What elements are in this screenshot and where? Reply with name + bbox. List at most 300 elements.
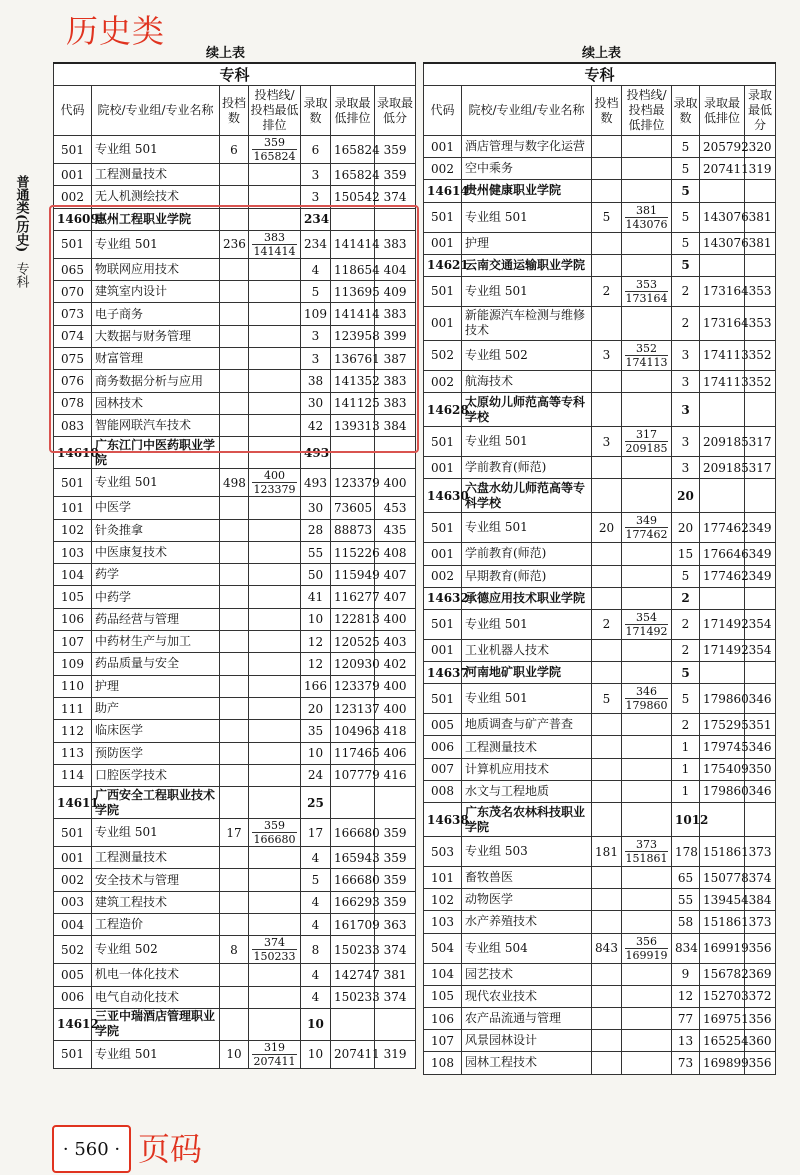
line-rank-pair bbox=[252, 936, 297, 963]
cell-admit: 10 bbox=[301, 1040, 331, 1068]
cell-name: 专业组 501 bbox=[92, 819, 220, 847]
cell-admit: 5 bbox=[672, 662, 700, 684]
cell-code: 007 bbox=[424, 758, 462, 780]
cell-code: 14614 bbox=[424, 180, 462, 202]
cell-plan bbox=[220, 742, 249, 764]
cell-code: 004 bbox=[54, 914, 92, 936]
cell-line bbox=[622, 1030, 672, 1052]
side-label bbox=[10, 175, 32, 288]
cell-name: 安全技术与管理 bbox=[92, 869, 220, 891]
cell-line bbox=[622, 479, 672, 513]
line-score: 381 bbox=[625, 204, 668, 218]
cell-plan bbox=[592, 479, 622, 513]
header-name: 院校/专业组/专业名称 bbox=[462, 86, 592, 136]
table-row bbox=[424, 457, 776, 479]
line-rank-pair bbox=[625, 935, 668, 962]
cell-score: 356 bbox=[745, 1007, 776, 1029]
cell-line bbox=[622, 758, 672, 780]
cell-plan bbox=[220, 1008, 249, 1040]
cell-plan: 3 bbox=[592, 427, 622, 457]
cell-rank: 179860 bbox=[700, 780, 745, 802]
cell-name: 专业组 501 bbox=[92, 1040, 220, 1068]
cell-admit: 20 bbox=[301, 697, 331, 719]
cell-code: 001 bbox=[424, 136, 462, 158]
cell-score: 409 bbox=[375, 281, 416, 303]
cell-plan bbox=[220, 986, 249, 1008]
cell-score: 350 bbox=[745, 758, 776, 780]
cell-line bbox=[622, 158, 672, 180]
cell-admit: 30 bbox=[301, 392, 331, 414]
cell-line bbox=[622, 393, 672, 427]
cell-name: 专业组 501 bbox=[462, 513, 592, 543]
table-row bbox=[424, 158, 776, 180]
line-score: 356 bbox=[625, 935, 668, 949]
table-row bbox=[424, 639, 776, 661]
header-name: 院校/专业组/专业名称 bbox=[92, 86, 220, 136]
cell-line bbox=[249, 519, 301, 541]
cell-score: 359 bbox=[375, 869, 416, 891]
cell-admit: 4 bbox=[301, 847, 331, 869]
cell-rank: 176646 bbox=[700, 543, 745, 565]
cell-score bbox=[745, 393, 776, 427]
table-row bbox=[424, 609, 776, 639]
line-rank-pair bbox=[252, 819, 297, 846]
cell-name: 中药学 bbox=[92, 586, 220, 608]
cell-score: 346 bbox=[745, 780, 776, 802]
cell-plan bbox=[220, 541, 249, 563]
cell-code: 106 bbox=[54, 608, 92, 630]
line-score: 319 bbox=[252, 1041, 297, 1055]
table-row bbox=[424, 565, 776, 587]
table-row bbox=[424, 684, 776, 714]
cell-code: 078 bbox=[54, 392, 92, 414]
cell-code: 110 bbox=[54, 675, 92, 697]
table-row bbox=[424, 1030, 776, 1052]
institution-row bbox=[424, 180, 776, 202]
cell-name: 农产品流通与管理 bbox=[462, 1007, 592, 1029]
cell-name: 护理 bbox=[462, 232, 592, 254]
cell-code: 083 bbox=[54, 414, 92, 436]
cell-plan bbox=[220, 586, 249, 608]
cell-code: 501 bbox=[54, 819, 92, 847]
cell-rank: 173164 bbox=[700, 306, 745, 340]
cell-plan bbox=[592, 714, 622, 736]
institution-row bbox=[424, 662, 776, 684]
cell-rank bbox=[331, 787, 375, 819]
cell-rank: 207411 bbox=[700, 158, 745, 180]
line-rank: 207411 bbox=[253, 1054, 296, 1068]
cell-score: 381 bbox=[375, 964, 416, 986]
cell-line bbox=[622, 609, 672, 639]
page-number: · 560 · bbox=[52, 1125, 131, 1173]
cell-score: 349 bbox=[745, 565, 776, 587]
cell-code: 001 bbox=[424, 457, 462, 479]
cell-score: 359 bbox=[375, 819, 416, 847]
cell-name: 六盘水幼儿师范高等专科学校 bbox=[462, 479, 592, 513]
cell-name: 智能网联汽车技术 bbox=[92, 414, 220, 436]
side-sub: 专科 bbox=[13, 262, 29, 289]
table-row bbox=[424, 837, 776, 867]
cell-rank: 139454 bbox=[700, 889, 745, 911]
cell-rank: 207411 bbox=[331, 1040, 375, 1068]
cell-admit: 1 bbox=[672, 780, 700, 802]
cell-plan bbox=[592, 543, 622, 565]
cell-rank: 120930 bbox=[331, 653, 375, 675]
cell-score: 349 bbox=[745, 513, 776, 543]
cell-plan bbox=[220, 891, 249, 913]
cell-rank: 113695 bbox=[331, 281, 375, 303]
table-row bbox=[424, 276, 776, 306]
cell-code: 14630 bbox=[424, 479, 462, 513]
cell-score: 319 bbox=[375, 1040, 416, 1068]
cell-plan bbox=[592, 911, 622, 933]
cell-line bbox=[622, 780, 672, 802]
cell-admit: 6 bbox=[301, 136, 331, 164]
cell-admit: 25 bbox=[301, 787, 331, 819]
cell-code: 001 bbox=[54, 164, 92, 186]
table-row bbox=[424, 1052, 776, 1074]
cell-line bbox=[249, 847, 301, 869]
cell-code: 502 bbox=[54, 936, 92, 964]
line-score: 359 bbox=[252, 819, 297, 833]
institution-row bbox=[424, 803, 776, 837]
cell-plan bbox=[592, 1030, 622, 1052]
cell-name: 广西安全工程职业技术学院 bbox=[92, 787, 220, 819]
cell-score: 369 bbox=[745, 963, 776, 985]
cell-rank: 165254 bbox=[700, 1030, 745, 1052]
cell-name: 药品质量与安全 bbox=[92, 653, 220, 675]
cell-admit: 65 bbox=[672, 867, 700, 889]
cell-score: 360 bbox=[745, 1030, 776, 1052]
cell-name: 商务数据分析与应用 bbox=[92, 370, 220, 392]
cell-name: 药学 bbox=[92, 564, 220, 586]
cell-rank: 115226 bbox=[331, 541, 375, 563]
cell-line bbox=[622, 1007, 672, 1029]
line-score: 346 bbox=[625, 685, 668, 699]
cell-code: 501 bbox=[54, 230, 92, 258]
cell-code: 504 bbox=[424, 933, 462, 963]
cell-plan bbox=[592, 867, 622, 889]
cell-plan bbox=[592, 803, 622, 837]
cell-code: 001 bbox=[424, 232, 462, 254]
table-row bbox=[424, 370, 776, 392]
cell-line bbox=[249, 742, 301, 764]
cell-code: 501 bbox=[54, 136, 92, 164]
cell-rank: 161709 bbox=[331, 914, 375, 936]
cell-rank: 171492 bbox=[700, 609, 745, 639]
cell-line bbox=[249, 964, 301, 986]
cell-name: 专业组 502 bbox=[462, 340, 592, 370]
cell-name: 园艺技术 bbox=[462, 963, 592, 985]
cell-admit: 1012 bbox=[672, 803, 700, 837]
cell-line bbox=[622, 587, 672, 609]
cell-rank: 151861 bbox=[700, 911, 745, 933]
table-row bbox=[424, 513, 776, 543]
table-row bbox=[54, 764, 416, 786]
cell-name: 工程造价 bbox=[92, 914, 220, 936]
cell-code: 073 bbox=[54, 303, 92, 325]
cell-name: 工业机器人技术 bbox=[462, 639, 592, 661]
cell-score: 352 bbox=[745, 340, 776, 370]
cell-admit: 1 bbox=[672, 758, 700, 780]
cell-line bbox=[249, 653, 301, 675]
cell-rank: 107779 bbox=[331, 764, 375, 786]
cell-score: 383 bbox=[375, 303, 416, 325]
cell-name: 工程测量技术 bbox=[92, 164, 220, 186]
cell-code: 075 bbox=[54, 348, 92, 370]
page-number-label: 页码 bbox=[138, 1130, 203, 1168]
institution-row bbox=[424, 254, 776, 276]
cell-score: 416 bbox=[375, 764, 416, 786]
cell-admit: 20 bbox=[672, 513, 700, 543]
cell-rank: 104963 bbox=[331, 720, 375, 742]
cell-admit: 4 bbox=[301, 964, 331, 986]
cell-score bbox=[745, 587, 776, 609]
table-row bbox=[424, 758, 776, 780]
line-score: 352 bbox=[625, 342, 668, 356]
cell-plan: 2 bbox=[592, 609, 622, 639]
line-score: 349 bbox=[625, 514, 668, 528]
cell-code: 14632 bbox=[424, 587, 462, 609]
cell-rank bbox=[700, 587, 745, 609]
cell-code: 14612 bbox=[54, 1008, 92, 1040]
cell-line bbox=[249, 631, 301, 653]
line-score: 353 bbox=[625, 278, 668, 292]
cell-admit: 2 bbox=[672, 306, 700, 340]
cell-plan: 5 bbox=[592, 684, 622, 714]
cell-rank: 165824 bbox=[331, 136, 375, 164]
cell-score bbox=[375, 787, 416, 819]
cell-admit: 2 bbox=[672, 609, 700, 639]
cell-rank: 173164 bbox=[700, 276, 745, 306]
cell-name: 广东江门中医药职业学院 bbox=[92, 437, 220, 469]
cell-rank: 123379 bbox=[331, 675, 375, 697]
cell-code: 006 bbox=[54, 986, 92, 1008]
table-row bbox=[424, 1007, 776, 1029]
cell-name: 航海技术 bbox=[462, 370, 592, 392]
cell-admit: 3 bbox=[672, 457, 700, 479]
continued-label-right: 续上表 bbox=[582, 46, 622, 61]
cell-name: 贵州健康职业学院 bbox=[462, 180, 592, 202]
table-row bbox=[424, 933, 776, 963]
table-row bbox=[54, 164, 416, 186]
cell-code: 102 bbox=[424, 889, 462, 911]
cell-line bbox=[622, 254, 672, 276]
line-score: 354 bbox=[625, 611, 668, 625]
cell-name: 口腔医学技术 bbox=[92, 764, 220, 786]
cell-score: 383 bbox=[375, 370, 416, 392]
cell-score: 356 bbox=[745, 933, 776, 963]
cell-code: 008 bbox=[424, 780, 462, 802]
cell-admit: 3 bbox=[672, 393, 700, 427]
table-row bbox=[424, 867, 776, 889]
cell-admit: 178 bbox=[672, 837, 700, 867]
right-table-body bbox=[424, 136, 776, 1075]
cell-score: 317 bbox=[745, 457, 776, 479]
line-rank: 150233 bbox=[253, 950, 296, 964]
cell-score: 383 bbox=[375, 230, 416, 258]
table-row bbox=[54, 914, 416, 936]
cell-line bbox=[622, 889, 672, 911]
cell-code: 074 bbox=[54, 325, 92, 347]
cell-code: 002 bbox=[424, 158, 462, 180]
cell-admit: 5 bbox=[672, 180, 700, 202]
cell-score: 387 bbox=[375, 348, 416, 370]
cell-name: 承德应用技术职业学院 bbox=[462, 587, 592, 609]
cell-admit: 12 bbox=[301, 653, 331, 675]
cell-score: 372 bbox=[745, 985, 776, 1007]
cell-code: 503 bbox=[424, 837, 462, 867]
cell-admit: 5 bbox=[672, 565, 700, 587]
cell-rank: 150233 bbox=[331, 986, 375, 1008]
line-score: 383 bbox=[252, 231, 297, 245]
cell-code: 501 bbox=[424, 609, 462, 639]
cell-code: 070 bbox=[54, 281, 92, 303]
cell-code: 002 bbox=[54, 186, 92, 208]
cell-name: 广东茂名农林科技职业学院 bbox=[462, 803, 592, 837]
table-row bbox=[54, 1040, 416, 1068]
cell-plan: 17 bbox=[220, 819, 249, 847]
header-rank: 录取最低排位 bbox=[331, 86, 375, 136]
cell-rank: 141125 bbox=[331, 392, 375, 414]
cell-name: 地质调查与矿产普查 bbox=[462, 714, 592, 736]
line-rank-pair bbox=[625, 342, 668, 369]
cell-score: 402 bbox=[375, 653, 416, 675]
cell-rank: 143076 bbox=[700, 232, 745, 254]
cell-line bbox=[622, 513, 672, 543]
cell-admit: 834 bbox=[672, 933, 700, 963]
cell-code: 107 bbox=[424, 1030, 462, 1052]
cell-score: 352 bbox=[745, 370, 776, 392]
table-row bbox=[54, 891, 416, 913]
cell-code: 101 bbox=[424, 867, 462, 889]
section-title: 专科 bbox=[54, 63, 416, 86]
line-rank: 123379 bbox=[253, 483, 296, 497]
cell-admit: 55 bbox=[672, 889, 700, 911]
cell-name: 专业组 501 bbox=[92, 230, 220, 258]
header-code: 代码 bbox=[54, 86, 92, 136]
cell-code: 501 bbox=[54, 469, 92, 497]
cell-rank: 150233 bbox=[331, 936, 375, 964]
cell-code: 501 bbox=[424, 427, 462, 457]
annotation-title: 历史类 bbox=[66, 12, 166, 50]
line-rank: 171492 bbox=[625, 624, 668, 638]
table-row bbox=[424, 911, 776, 933]
cell-name: 专业组 501 bbox=[92, 469, 220, 497]
cell-rank: 166680 bbox=[331, 869, 375, 891]
cell-admit: 38 bbox=[301, 370, 331, 392]
cell-name: 太原幼儿师范高等专科学校 bbox=[462, 393, 592, 427]
table-row bbox=[424, 985, 776, 1007]
cell-line bbox=[622, 457, 672, 479]
cell-score: 400 bbox=[375, 697, 416, 719]
cell-plan: 3 bbox=[592, 340, 622, 370]
cell-plan: 20 bbox=[592, 513, 622, 543]
cell-code: 14611 bbox=[54, 787, 92, 819]
cell-score: 317 bbox=[745, 427, 776, 457]
table-row bbox=[54, 986, 416, 1008]
cell-name: 电气自动化技术 bbox=[92, 986, 220, 1008]
cell-plan bbox=[220, 631, 249, 653]
cell-rank: 122813 bbox=[331, 608, 375, 630]
cell-score: 403 bbox=[375, 631, 416, 653]
line-rank: 166680 bbox=[253, 833, 296, 847]
line-rank: 151861 bbox=[625, 852, 668, 865]
cell-name: 专业组 501 bbox=[462, 427, 592, 457]
cell-rank: 88873 bbox=[331, 519, 375, 541]
header-line: 投档线/投档最低排位 bbox=[249, 86, 301, 136]
cell-rank: 209185 bbox=[700, 427, 745, 457]
cell-line bbox=[622, 684, 672, 714]
cell-name: 护理 bbox=[92, 675, 220, 697]
cell-name: 药品经营与管理 bbox=[92, 608, 220, 630]
cell-line bbox=[249, 564, 301, 586]
cell-score bbox=[745, 254, 776, 276]
cell-line bbox=[622, 543, 672, 565]
cell-line bbox=[249, 586, 301, 608]
cell-plan bbox=[592, 457, 622, 479]
cell-line bbox=[249, 608, 301, 630]
cell-admit: 3 bbox=[301, 325, 331, 347]
cell-name: 畜牧兽医 bbox=[462, 867, 592, 889]
cell-plan bbox=[592, 1007, 622, 1029]
cell-plan bbox=[592, 1052, 622, 1074]
cell-name: 风景园林设计 bbox=[462, 1030, 592, 1052]
cell-admit: 5 bbox=[301, 869, 331, 891]
cell-line bbox=[622, 911, 672, 933]
cell-admit: 4 bbox=[301, 891, 331, 913]
cell-rank: 123958 bbox=[331, 325, 375, 347]
cell-name: 河南地矿职业学院 bbox=[462, 662, 592, 684]
cell-name: 专业组 501 bbox=[462, 609, 592, 639]
cell-line bbox=[622, 933, 672, 963]
line-rank: 143076 bbox=[625, 217, 668, 231]
cell-rank: 117465 bbox=[331, 742, 375, 764]
cell-plan: 6 bbox=[220, 136, 249, 164]
cell-admit: 24 bbox=[301, 764, 331, 786]
cell-admit: 77 bbox=[672, 1007, 700, 1029]
cell-score: 408 bbox=[375, 541, 416, 563]
cell-line bbox=[622, 963, 672, 985]
cell-code: 114 bbox=[54, 764, 92, 786]
cell-admit: 13 bbox=[672, 1030, 700, 1052]
line-rank-pair bbox=[252, 469, 297, 496]
cell-plan bbox=[592, 306, 622, 340]
cell-admit: 50 bbox=[301, 564, 331, 586]
line-rank: 174113 bbox=[625, 355, 668, 369]
header-rank: 录取最低排位 bbox=[700, 86, 745, 136]
table-row bbox=[424, 963, 776, 985]
cell-code: 065 bbox=[54, 258, 92, 280]
cell-code: 105 bbox=[424, 985, 462, 1007]
cell-name: 物联网应用技术 bbox=[92, 258, 220, 280]
cell-code: 005 bbox=[54, 964, 92, 986]
cell-admit: 5 bbox=[672, 254, 700, 276]
cell-rank: 118654 bbox=[331, 258, 375, 280]
cell-line bbox=[249, 764, 301, 786]
cell-name: 工程测量技术 bbox=[92, 847, 220, 869]
line-score: 374 bbox=[252, 936, 297, 950]
cell-plan bbox=[592, 254, 622, 276]
cell-name: 云南交通运输职业学院 bbox=[462, 254, 592, 276]
table-row bbox=[424, 780, 776, 802]
cell-rank: 139313 bbox=[331, 414, 375, 436]
cell-score: 353 bbox=[745, 276, 776, 306]
cell-plan bbox=[220, 608, 249, 630]
cell-line bbox=[622, 565, 672, 587]
cell-code: 109 bbox=[54, 653, 92, 675]
cell-admit: 41 bbox=[301, 586, 331, 608]
